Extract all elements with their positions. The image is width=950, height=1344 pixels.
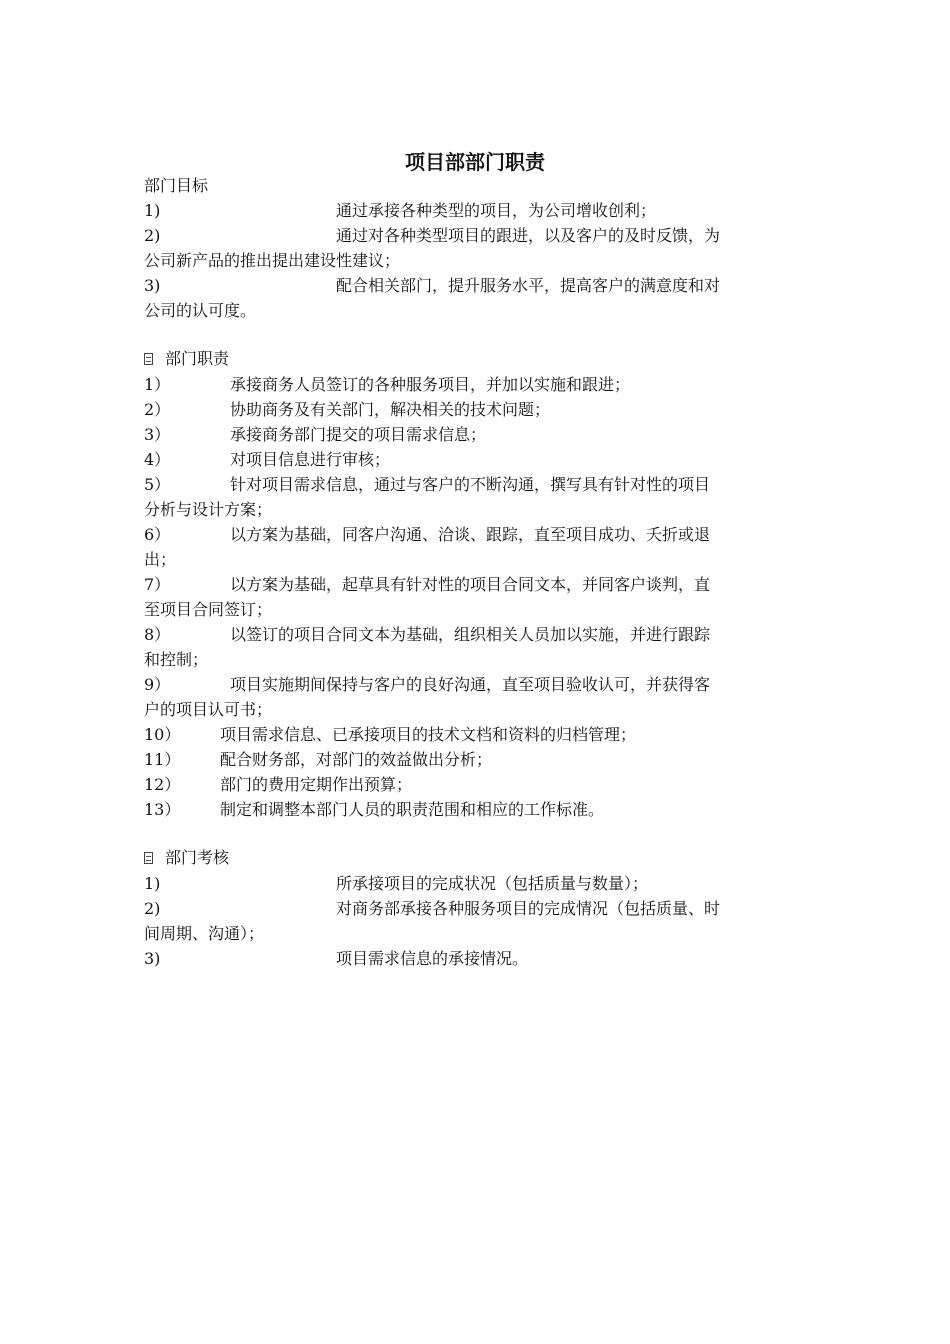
duty-item-text: 针对项目需求信息，通过与客户的不断沟通，撰写具有针对性的项目 xyxy=(230,475,711,494)
duty-item-6-continuation: 出； xyxy=(144,550,177,569)
assessment-item-number: 3) xyxy=(144,949,161,968)
duty-item-number: 5） xyxy=(144,475,171,494)
duty-item-9-continuation: 户的项目认可书； xyxy=(144,700,273,719)
goal-item-number: 1) xyxy=(144,201,161,220)
duty-item-number: 1） xyxy=(144,375,171,394)
duty-item-number: 9） xyxy=(144,675,171,694)
document-icon xyxy=(144,852,153,864)
duty-item-text: 配合财务部，对部门的效益做出分析； xyxy=(220,750,493,769)
assessment-item-number: 1) xyxy=(144,874,161,893)
duty-item-number: 8） xyxy=(144,625,171,644)
goal-item-2-continuation: 公司新产品的推出提出建设性建议； xyxy=(144,251,401,270)
assessment-item-number: 2) xyxy=(144,899,161,918)
assessment-item-2-continuation: 间周期、沟通）； xyxy=(144,924,265,943)
duty-item-number: 11） xyxy=(144,750,181,769)
duty-item-number: 2） xyxy=(144,400,171,419)
duty-item-text: 项目需求信息、已承接项目的技术文档和资料的归档管理； xyxy=(220,725,637,744)
duty-item-8-continuation: 和控制； xyxy=(144,650,209,669)
assessment-item-text: 所承接项目的完成状况（包括质量与数量）； xyxy=(336,874,649,893)
goal-item-number: 2) xyxy=(144,226,161,245)
duty-item-text: 以方案为基础，起草具有针对性的项目合同文本，并同客户谈判，直 xyxy=(230,575,711,594)
goal-item-3-continuation: 公司的认可度。 xyxy=(144,301,257,320)
duty-item-number: 6） xyxy=(144,525,171,544)
duty-item-number: 13） xyxy=(144,800,181,819)
duty-item-text: 以签订的项目合同文本为基础，组织相关人员加以实施，并进行跟踪 xyxy=(230,625,711,644)
section-heading-assessment xyxy=(144,846,814,870)
goal-item-text: 通过承接各种类型的项目，为公司增收创利； xyxy=(336,201,657,220)
document-icon xyxy=(144,353,153,365)
goal-item-text: 配合相关部门，提升服务水平，提高客户的满意度和对 xyxy=(336,276,721,295)
duty-item-number: 3） xyxy=(144,425,171,444)
assessment-item-text: 对商务部承接各种服务项目的完成情况（包括质量、时 xyxy=(336,899,721,918)
goal-item-number: 3) xyxy=(144,276,161,295)
duty-item-text: 部门的费用定期作出预算； xyxy=(220,775,413,794)
duty-item-text: 对项目信息进行审核； xyxy=(230,450,391,469)
duty-item-number: 12） xyxy=(144,775,181,794)
duty-item-7-continuation: 至项目合同签订； xyxy=(144,600,273,619)
duty-item-text: 协助商务及有关部门，解决相关的技术问题； xyxy=(230,400,551,419)
section-heading-text: 部门考核 xyxy=(165,848,230,867)
assessment-item-text: 项目需求信息的承接情况。 xyxy=(336,949,529,968)
section-heading-goals: 部门目标 xyxy=(144,176,209,195)
duty-item-number: 4） xyxy=(144,450,171,469)
duty-item-text: 以方案为基础，同客户沟通、洽谈、跟踪，直至项目成功、夭折或退 xyxy=(230,525,711,544)
duty-item-text: 承接商务人员签订的各种服务项目，并加以实施和跟进； xyxy=(230,375,631,394)
duty-item-text: 项目实施期间保持与客户的良好沟通，直至项目验收认可，并获得客 xyxy=(230,675,711,694)
section-heading-text: 部门职责 xyxy=(165,349,230,368)
document-title: 项目部部门职责 xyxy=(405,150,545,174)
duty-item-5-continuation: 分析与设计方案； xyxy=(144,500,273,519)
section-heading-duties xyxy=(144,347,814,371)
duty-item-number: 10） xyxy=(144,725,181,744)
duty-item-number: 7） xyxy=(144,575,171,594)
duty-item-text: 承接商务部门提交的项目需求信息； xyxy=(230,425,487,444)
duty-item-text: 制定和调整本部门人员的职责范围和相应的工作标准。 xyxy=(220,800,605,819)
goal-item-text: 通过对各种类型项目的跟进，以及客户的及时反馈，为 xyxy=(336,226,721,245)
